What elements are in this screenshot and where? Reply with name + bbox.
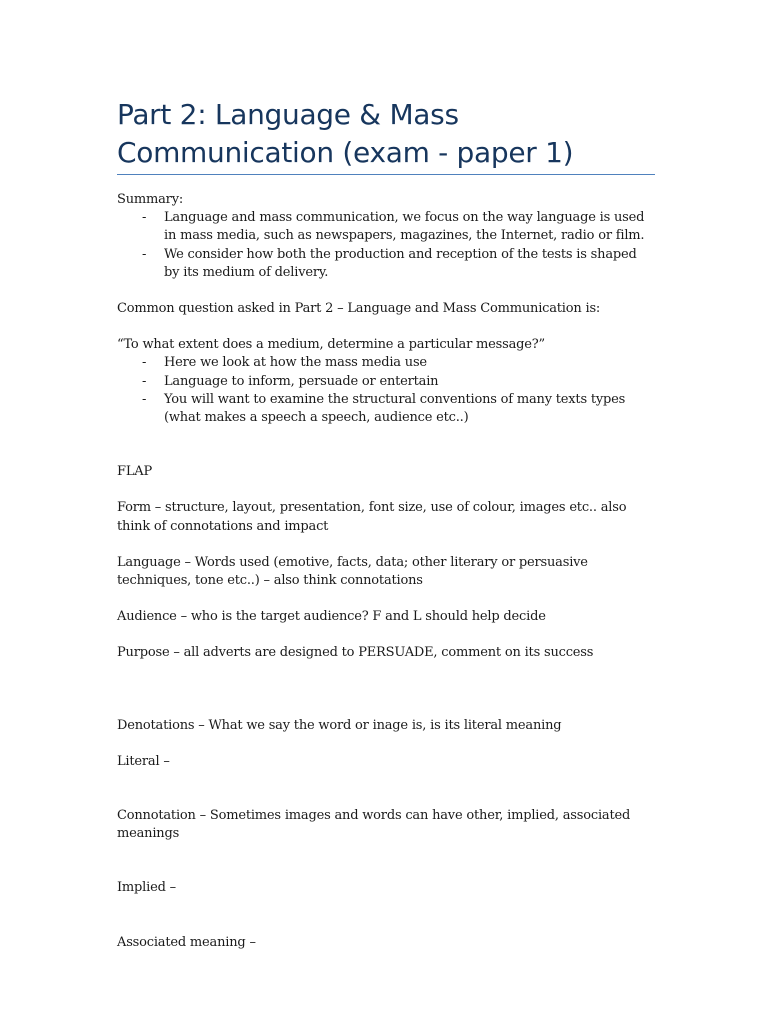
summary-item-text: We consider how both the production and reception of the tests is shaped by its medium of delivery. [164,246,637,280]
page-title [117,96,655,175]
bullet-dash: - [142,246,147,262]
bullet-dash: - [142,210,147,226]
list-item [117,354,655,372]
list-item [117,391,655,427]
def-implied: Implied – [117,880,176,896]
list-item [117,373,655,391]
common-question: Common question asked in Part 2 – Language and Mass Communication is: [117,301,601,317]
def-associated: Associated meaning – [117,934,256,950]
document-page [117,96,655,952]
flap-purpose: Purpose – all adverts are designed to PERSUADE, comment on its success [117,645,594,661]
bullet-dash: - [142,391,147,407]
bullet-dash: - [142,355,147,371]
flap-heading: FLAP [117,464,152,480]
summary-heading: Summary: [117,192,184,207]
flap-audience: Audience – who is the target audience? F and L should help decide [117,609,546,625]
title-line-2: Communication (exam - paper 1) [117,136,574,169]
list-item [117,209,655,245]
quote-item-text: Here we look at how the mass media use [164,355,427,371]
quote-text: “To what extent does a medium, determine a particular message?” [117,337,545,353]
def-denotations: Denotations – What we say the word or inage is, is its literal meaning [117,717,562,733]
quote-item-text: You will want to examine the structural conventions of many texts types (what makes a speech a speech, audience etc..) [164,391,626,426]
def-literal: Literal – [117,753,170,769]
summary-item-text: Language and mass communication, we focus on the way language is used in mass media, such as newspapers, magazines, the Internet, radio or film. [164,210,645,244]
title-line-1: Part 2: Language & Mass [117,98,459,131]
bullet-dash: - [142,373,147,389]
document-body [117,191,655,952]
list-item [117,246,655,282]
flap-language: Language – Words used (emotive, facts, data; other literary or persuasive techniques, tone etc..) – also think connotations [117,554,588,589]
summary-list [117,209,655,282]
def-connotation: Connotation – Sometimes images and words can have other, implied, associated meanings [117,808,631,842]
quote-item-text: Language to inform, persuade or entertain [164,373,439,389]
flap-form: Form – structure, layout, presentation, font size, use of colour, images etc.. also think of connotations and impact [117,500,627,534]
quote-list [117,354,655,427]
